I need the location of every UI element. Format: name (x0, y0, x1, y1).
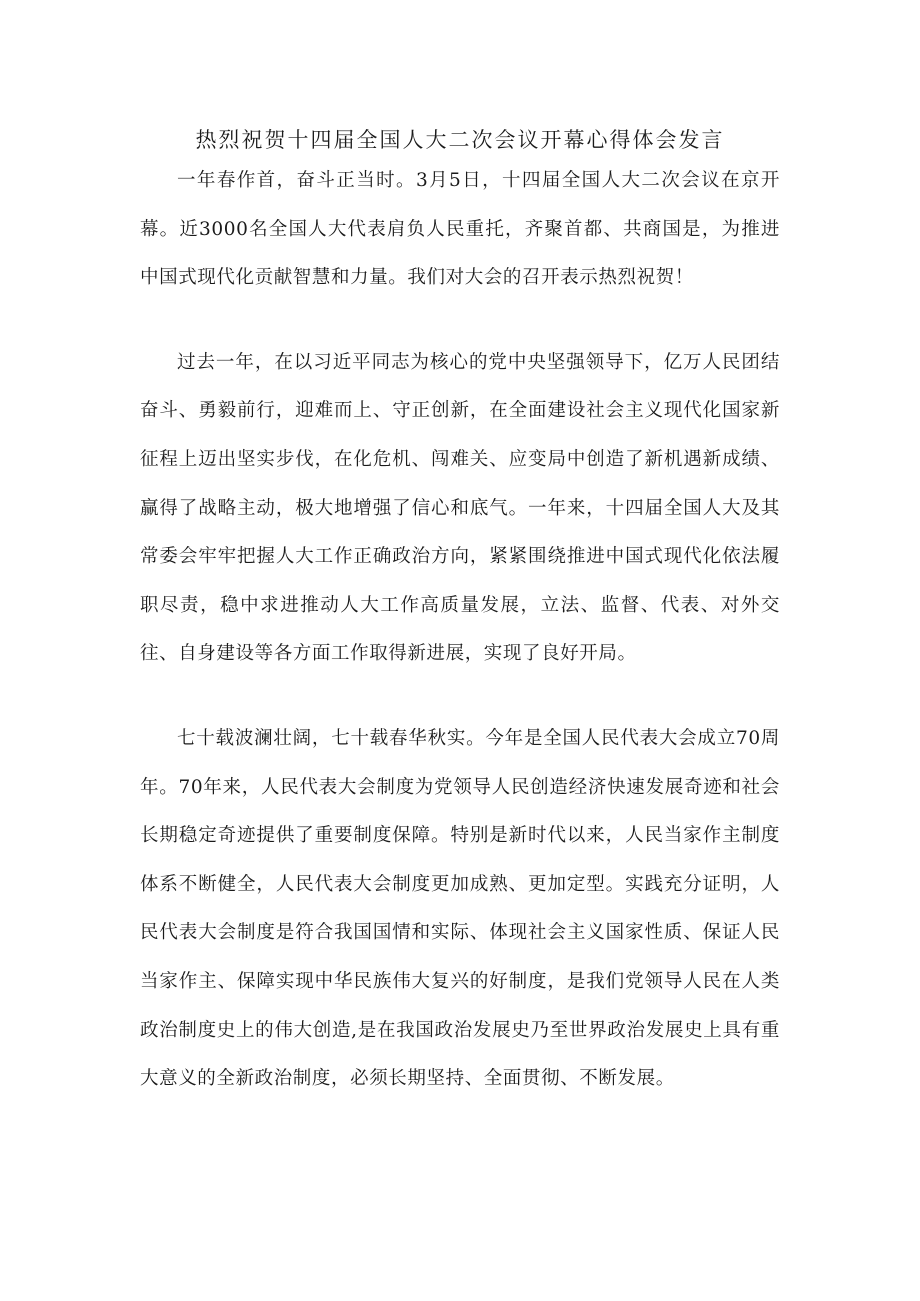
document-title: 热烈祝贺十四届全国人大二次会议开幕心得体会发言 (195, 128, 725, 152)
paragraph-opening: 一年春作首，奋斗正当时。3月5日，十四届全国人大二次会议在京开幕。近3000名全国人大代表肩负人民重托，齐聚首都、共商国是，为推进中国式现代化贡献智慧和力量。我们对大会的召开表示热烈祝贺！ (140, 170, 780, 289)
paragraph-past-year: 过去一年，在以习近平同志为核心的党中央坚强领导下，亿万人民团结奋斗、勇毅前行，迎难而上、守正创新，在全面建设社会主义现代化国家新征程上迈出坚实步伐，在化危机、闯难关、应变局中创造了新机遇新成绩、赢得了战略主动，极大地增强了信心和底气。一年来，十四届全国人大及其常委会牢牢把握人大工作正确政治方向，紧紧围绕推进中国式现代化依法履职尽责，稳中求进推动人大工作高质量发展，立法、监督、代表、对外交往、自身建设等各方面工作取得新进展，实现了良好开局。 (140, 351, 780, 665)
paragraph-seventy-years: 七十载波澜壮阔，七十载春华秋实。今年是全国人民代表大会成立70周年。70年来，人民代表大会制度为党领导人民创造经济快速发展奇迹和社会长期稳定奇迹提供了重要制度保障。特别是新时代以来，人民当家作主制度体系不断健全，人民代表大会制度更加成熟、更加定型。实践充分证明，人民代表大会制度是符合我国国情和实际、体现社会主义国家性质、保证人民当家作主、保障实现中华民族伟大复兴的好制度，是我们党领导人民在人类政治制度史上的伟大创造,是在我国政治发展史乃至世界政治发展史上具有重大意义的全新政治制度，必须长期坚持、全面贯彻、不断发展。 (140, 727, 780, 1090)
document-body (140, 157, 780, 1140)
